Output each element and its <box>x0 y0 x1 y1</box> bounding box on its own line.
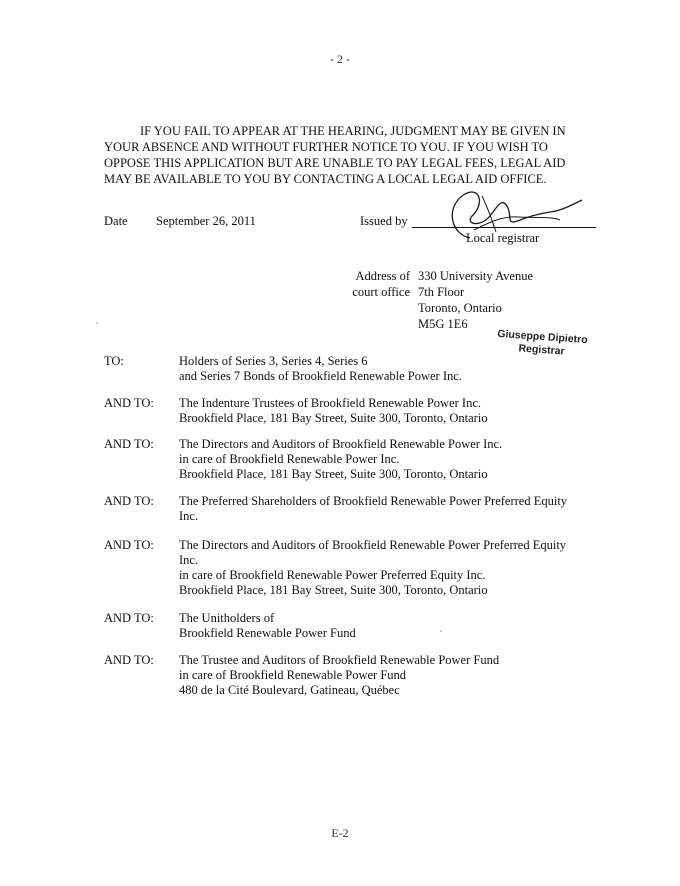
footer-page-label: E-2 <box>331 826 349 840</box>
date-value: September 26, 2011 <box>156 214 256 228</box>
scan-speck <box>440 630 442 632</box>
recipient-line: Brookfield Renewable Power Fund <box>179 626 356 640</box>
recipient-line: The Preferred Shareholders of Brookfield Renewable Power Preferred Equity <box>179 494 568 508</box>
default-judgment-notice <box>104 123 584 187</box>
notice-line: IF YOU FAIL TO APPEAR AT THE HEARING, JUDGMENT MAY BE GIVEN IN <box>140 124 566 138</box>
recipient-label: AND TO: <box>104 494 154 508</box>
recipient-label: AND TO: <box>104 437 154 451</box>
date-label: Date <box>104 214 128 228</box>
signature-line <box>412 227 596 228</box>
recipient-line: and Series 7 Bonds of Brookfield Renewable Power Inc. <box>179 369 462 383</box>
recipient-line: Inc. <box>179 553 199 567</box>
recipient-text <box>179 538 566 598</box>
recipient-line: Inc. <box>179 509 199 523</box>
recipient-line: Brookfield Place, 181 Bay Street, Suite 300, Toronto, Ontario <box>179 467 488 481</box>
stamp-title: Registrar <box>518 342 565 358</box>
registrar-stamp <box>491 328 593 361</box>
recipient-line: in care of Brookfield Renewable Power Fund <box>179 668 407 682</box>
address-line: Toronto, Ontario <box>418 301 502 315</box>
court-office-label-line: Address of <box>355 269 410 283</box>
recipient-label: AND TO: <box>104 653 154 667</box>
recipient-line: The Trustee and Auditors of Brookfield Renewable Power Fund <box>179 653 500 667</box>
recipient-label: AND TO: <box>104 538 154 552</box>
address-line: 7th Floor <box>418 285 465 299</box>
issued-by-label: Issued by <box>360 214 408 228</box>
page-number: - 2 - <box>330 52 350 66</box>
notice-line: YOUR ABSENCE AND WITHOUT FURTHER NOTICE TO YOU. IF YOU WISH TO <box>104 140 548 154</box>
recipient-line: 480 de la Cité Boulevard, Gatineau, Québec <box>179 683 400 697</box>
recipient-line: in care of Brookfield Renewable Power Preferred Equity Inc. <box>179 568 486 582</box>
address-line: 330 University Avenue <box>418 269 534 283</box>
recipient-line: Holders of Series 3, Series 4, Series 6 <box>179 354 368 368</box>
recipient-line: The Unitholders of <box>179 611 275 625</box>
recipient-line: The Directors and Auditors of Brookfield Renewable Power Preferred Equity <box>179 538 567 552</box>
recipient-text <box>179 396 488 426</box>
recipient-label: TO: <box>104 354 124 368</box>
recipient-line: Brookfield Place, 181 Bay Street, Suite 300, Toronto, Ontario <box>179 411 488 425</box>
address-line: M5G 1E6 <box>418 317 468 331</box>
recipient-line: The Directors and Auditors of Brookfield Renewable Power Inc. <box>179 437 503 451</box>
recipient-label: AND TO: <box>104 396 154 410</box>
recipient-text <box>179 611 356 641</box>
recipient-text <box>179 437 502 482</box>
court-office-label <box>340 268 410 300</box>
court-office-address <box>418 268 533 332</box>
recipient-label: AND TO: <box>104 611 154 625</box>
registrar-label: Local registrar <box>466 231 540 245</box>
notice-line: MAY BE AVAILABLE TO YOU BY CONTACTING A LOCAL LEGAL AID OFFICE. <box>104 172 547 186</box>
scan-speck <box>96 322 98 324</box>
stamp-name: Giuseppe Dipietro <box>496 327 589 347</box>
notice-line: OPPOSE THIS APPLICATION BUT ARE UNABLE TO PAY LEGAL FEES, LEGAL AID <box>104 156 566 170</box>
recipient-line: The Indenture Trustees of Brookfield Renewable Power Inc. <box>179 396 482 410</box>
court-office-label-line: court office <box>352 285 410 299</box>
recipient-text <box>179 653 499 698</box>
recipient-text <box>179 494 567 524</box>
recipient-text <box>179 354 462 384</box>
recipient-line: in care of Brookfield Renewable Power Inc. <box>179 452 400 466</box>
recipient-line: Brookfield Place, 181 Bay Street, Suite 300, Toronto, Ontario <box>179 583 488 597</box>
